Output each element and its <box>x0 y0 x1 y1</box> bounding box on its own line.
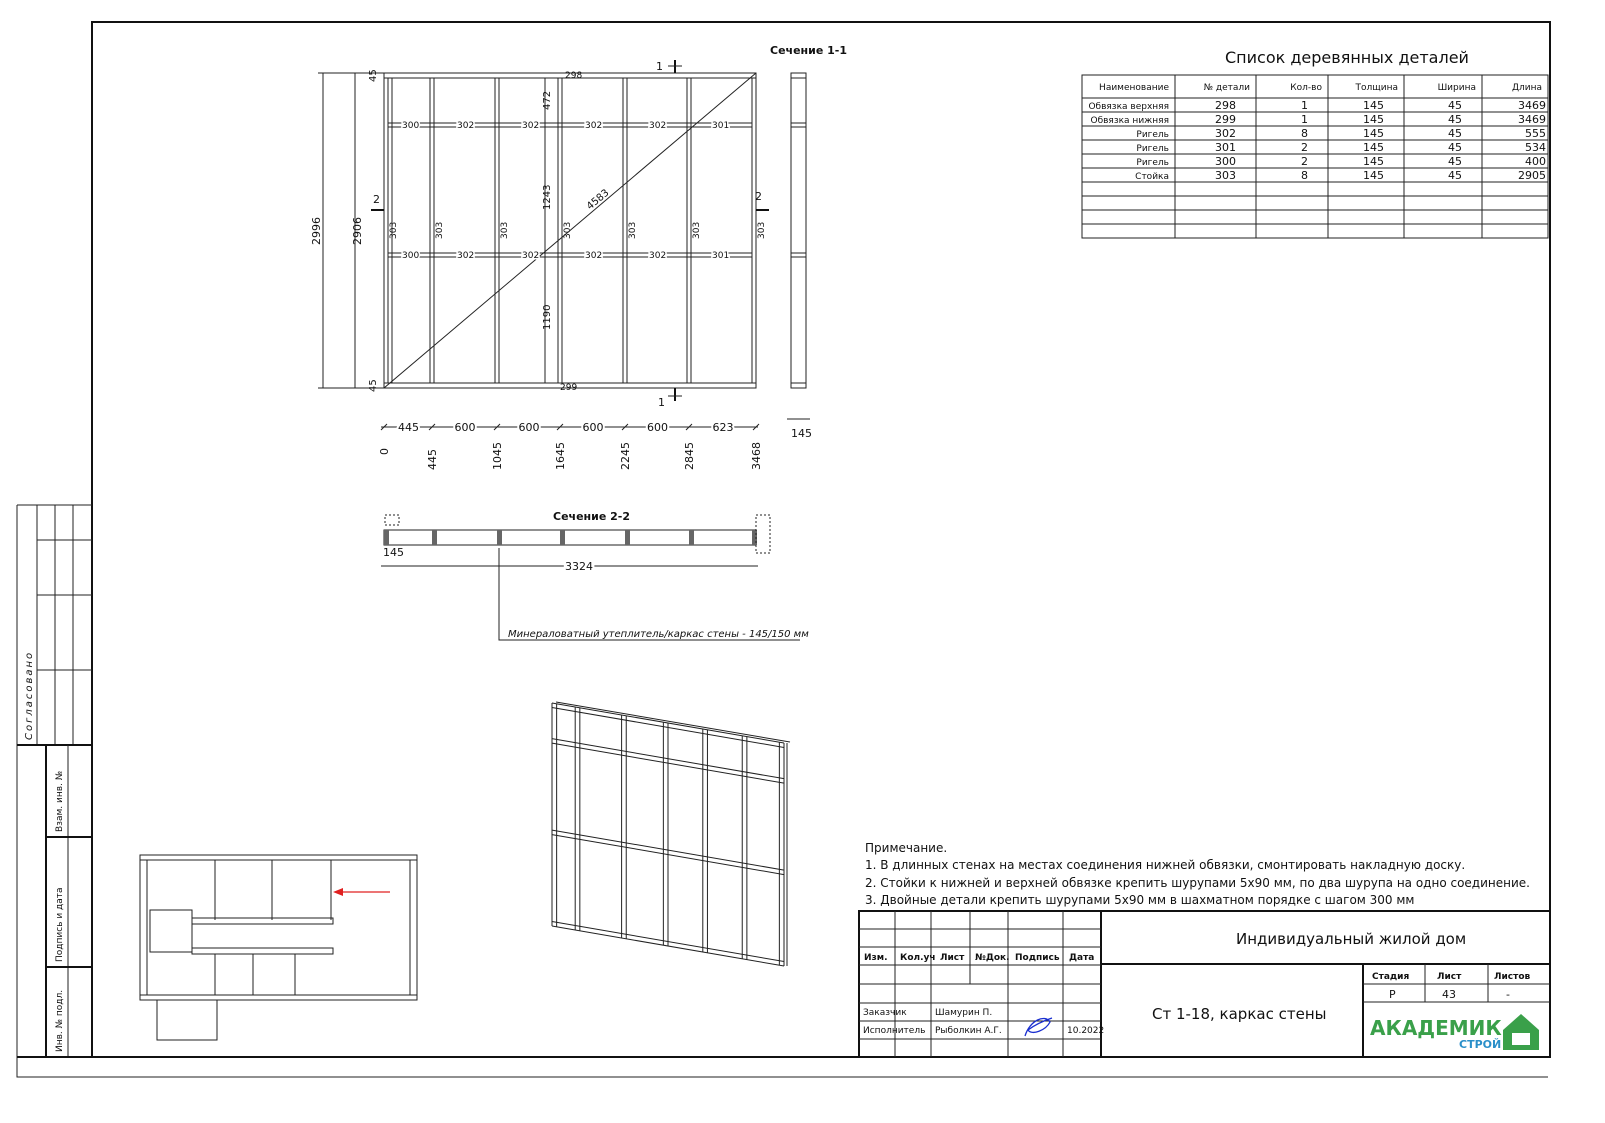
stud-label: 303 <box>692 221 702 239</box>
tb-header: №Док. <box>975 953 1010 963</box>
bottom-plate-number: 299 <box>560 383 578 393</box>
rail-label: 302 <box>522 121 540 131</box>
stud <box>752 78 756 383</box>
parts-table-title: Список деревянных деталей <box>1225 48 1469 67</box>
table-cell: Обвязка нижняя <box>1090 116 1169 126</box>
position-label: 0 <box>378 448 391 455</box>
sheet-title: Ст 1-18, каркас стены <box>1152 1005 1327 1023</box>
table-cell: 2905 <box>1518 169 1546 182</box>
section-stud <box>689 530 694 545</box>
overall-height: 2996 <box>310 217 323 245</box>
stud-label: 303 <box>628 221 638 239</box>
spacing-label: 600 <box>647 421 668 434</box>
parts-table <box>1082 48 1548 238</box>
bottom-plate-dim: 45 <box>368 379 379 392</box>
spacing-label: 600 <box>582 421 604 434</box>
section-stud <box>625 530 630 545</box>
stamp-inv-orig: Инв. № подл. <box>55 989 65 1052</box>
cut-mark-left: 2 <box>373 193 380 206</box>
table-cell: 303 <box>1215 169 1236 182</box>
diagonal-dimension: 4583 <box>584 187 612 213</box>
table-cell: 299 <box>1215 113 1236 126</box>
table-cell: 302 <box>1215 127 1236 140</box>
stud-label: 303 <box>757 221 767 239</box>
stage-value: Р <box>1389 988 1396 1001</box>
table-cell: 1 <box>1301 113 1308 126</box>
stamp-agreed: Согласовано <box>24 650 35 740</box>
insulation-leader: Минераловатный утеплитель/каркас стены - 145/150 мм <box>508 629 809 640</box>
logo-subtext: СТРОЙ <box>1459 1038 1502 1051</box>
section-1-1-title: Сечение 1-1 <box>770 44 848 57</box>
stud <box>558 78 562 383</box>
table-cell: 8 <box>1301 169 1308 182</box>
top-plate-dim: 45 <box>368 69 379 82</box>
position-label: 445 <box>426 449 439 470</box>
position-label: 1645 <box>554 442 567 470</box>
tb-header: Изм. <box>864 953 888 963</box>
inner-height: 2906 <box>351 217 364 245</box>
stamp-sign-date: Подпись и дата <box>55 887 65 962</box>
section-2-2-title: Сечение 2-2 <box>553 510 631 523</box>
rail-label: 302 <box>585 251 603 261</box>
table-cell: 145 <box>1363 141 1384 154</box>
section-stud <box>384 530 389 545</box>
table-cell: 555 <box>1525 127 1546 140</box>
table-cell: 45 <box>1448 113 1462 126</box>
title-block <box>859 911 1550 1057</box>
stud-label: 303 <box>389 221 399 239</box>
table-cell: 145 <box>1363 155 1384 168</box>
rail-label: 300 <box>402 121 420 131</box>
rail-label: 300 <box>402 251 420 261</box>
table-cell: 2 <box>1301 155 1308 168</box>
rail-label: 302 <box>649 251 667 261</box>
table-cell: Стойка <box>1135 172 1169 182</box>
cut-mark-top: 1 <box>656 60 663 73</box>
sheet-label: Лист <box>1437 972 1462 982</box>
table-cell: 145 <box>1363 169 1384 182</box>
table-cell: 301 <box>1215 141 1236 154</box>
section-thickness: 145 <box>383 546 404 559</box>
rail-label: 302 <box>649 121 667 131</box>
cut-mark-bottom: 1 <box>658 396 665 409</box>
frame-elevation <box>310 44 847 470</box>
table-cell: Ригель <box>1136 158 1169 168</box>
rail-label: 302 <box>457 251 475 261</box>
table-header: № детали <box>1203 83 1250 93</box>
table-header: Длина <box>1511 83 1542 93</box>
table-cell: 145 <box>1363 113 1384 126</box>
table-header: Наименование <box>1099 83 1169 93</box>
spacing-label: 623 <box>712 421 734 434</box>
rail-label: 302 <box>457 121 475 131</box>
notes-title: Примечание. <box>865 841 948 855</box>
stud-label: 303 <box>435 221 445 239</box>
table-cell: 3469 <box>1518 113 1546 126</box>
note-item: 2. Стойки к нижней и верхней обвязке крепить шурупами 5х90 мм, по два шурупа на одно соединение. <box>865 876 1530 890</box>
notes <box>865 841 1530 907</box>
table-cell: 8 <box>1301 127 1308 140</box>
logo-house-icon <box>1503 1014 1539 1050</box>
dim-1190: 1190 <box>542 304 553 330</box>
table-cell: 45 <box>1448 155 1462 168</box>
project-name: Индивидуальный жилой дом <box>1236 930 1467 948</box>
table-cell: 1 <box>1301 99 1308 112</box>
executor-label: Исполнитель <box>863 1026 926 1036</box>
side-width: 145 <box>791 427 812 440</box>
stud-label: 303 <box>563 221 573 239</box>
dim-1243: 1243 <box>542 184 553 210</box>
rail-label: 302 <box>522 251 540 261</box>
customer-label: Заказчик <box>863 1008 907 1018</box>
table-cell: 298 <box>1215 99 1236 112</box>
table-cell: 534 <box>1525 141 1546 154</box>
top-plate-number: 298 <box>565 71 583 81</box>
spacing-label: 445 <box>398 421 419 434</box>
table-cell: 45 <box>1448 127 1462 140</box>
stud <box>623 78 627 383</box>
stud-label: 303 <box>500 221 510 239</box>
spacing-label: 600 <box>454 421 476 434</box>
section-stud <box>432 530 437 545</box>
table-cell: 400 <box>1525 155 1546 168</box>
logo-text: АКАДЕМИК <box>1370 1016 1502 1040</box>
table-cell: 45 <box>1448 141 1462 154</box>
note-item: 1. В длинных стенах на местах соединения нижней обвязки, смонтировать накладную доску. <box>865 858 1466 872</box>
table-cell: 3469 <box>1518 99 1546 112</box>
stud <box>687 78 691 383</box>
executor-name: Рыболкин А.Г. <box>935 1026 1002 1036</box>
cut-mark-right: 2 <box>755 190 762 203</box>
table-header: Кол-во <box>1290 83 1322 93</box>
tb-header: Лист <box>940 953 965 963</box>
table-cell: 145 <box>1363 127 1384 140</box>
isometric-frame <box>552 702 790 966</box>
note-item: 3. Двойные детали крепить шурупами 5х90 мм в шахматном порядке с шагом 300 мм <box>865 893 1415 907</box>
table-cell: 2 <box>1301 141 1308 154</box>
position-label: 1045 <box>491 442 504 470</box>
position-label: 2245 <box>619 442 632 470</box>
section-length: 3324 <box>565 560 593 573</box>
stud <box>495 78 499 383</box>
table-header: Ширина <box>1437 83 1476 93</box>
rail-label: 301 <box>712 121 730 131</box>
table-cell: Ригель <box>1136 130 1169 140</box>
position-label: 2845 <box>683 442 696 470</box>
sheets-value: - <box>1506 988 1510 1001</box>
stage-label: Стадия <box>1372 972 1410 982</box>
table-cell: Ригель <box>1136 144 1169 154</box>
spacing-label: 600 <box>518 421 540 434</box>
position-label: 3468 <box>750 442 763 470</box>
stud <box>430 78 434 383</box>
dim-472: 472 <box>542 90 553 110</box>
section-stud <box>560 530 565 545</box>
rail-label: 302 <box>585 121 603 131</box>
sheet-value: 43 <box>1442 988 1456 1001</box>
table-cell: 45 <box>1448 99 1462 112</box>
sheets-label: Листов <box>1494 972 1531 982</box>
table-cell: Обвязка верхняя <box>1088 102 1169 112</box>
tb-header: Дата <box>1069 953 1095 963</box>
section-stud <box>497 530 502 545</box>
stamp-inv-replace: Взам. инв. № <box>55 770 65 832</box>
table-header: Толщина <box>1355 83 1398 93</box>
stud <box>384 78 388 383</box>
rail-label: 301 <box>712 251 730 261</box>
tb-header: Кол.уч <box>900 953 936 963</box>
table-cell: 45 <box>1448 169 1462 182</box>
table-cell: 145 <box>1363 99 1384 112</box>
customer-name: Шамурин П. <box>935 1008 993 1018</box>
section-2-2 <box>381 510 809 640</box>
tb-header: Подпись <box>1015 953 1060 963</box>
floor-plan-key <box>140 855 417 1040</box>
table-cell: 300 <box>1215 155 1236 168</box>
executor-date: 10.2022 <box>1067 1026 1105 1036</box>
